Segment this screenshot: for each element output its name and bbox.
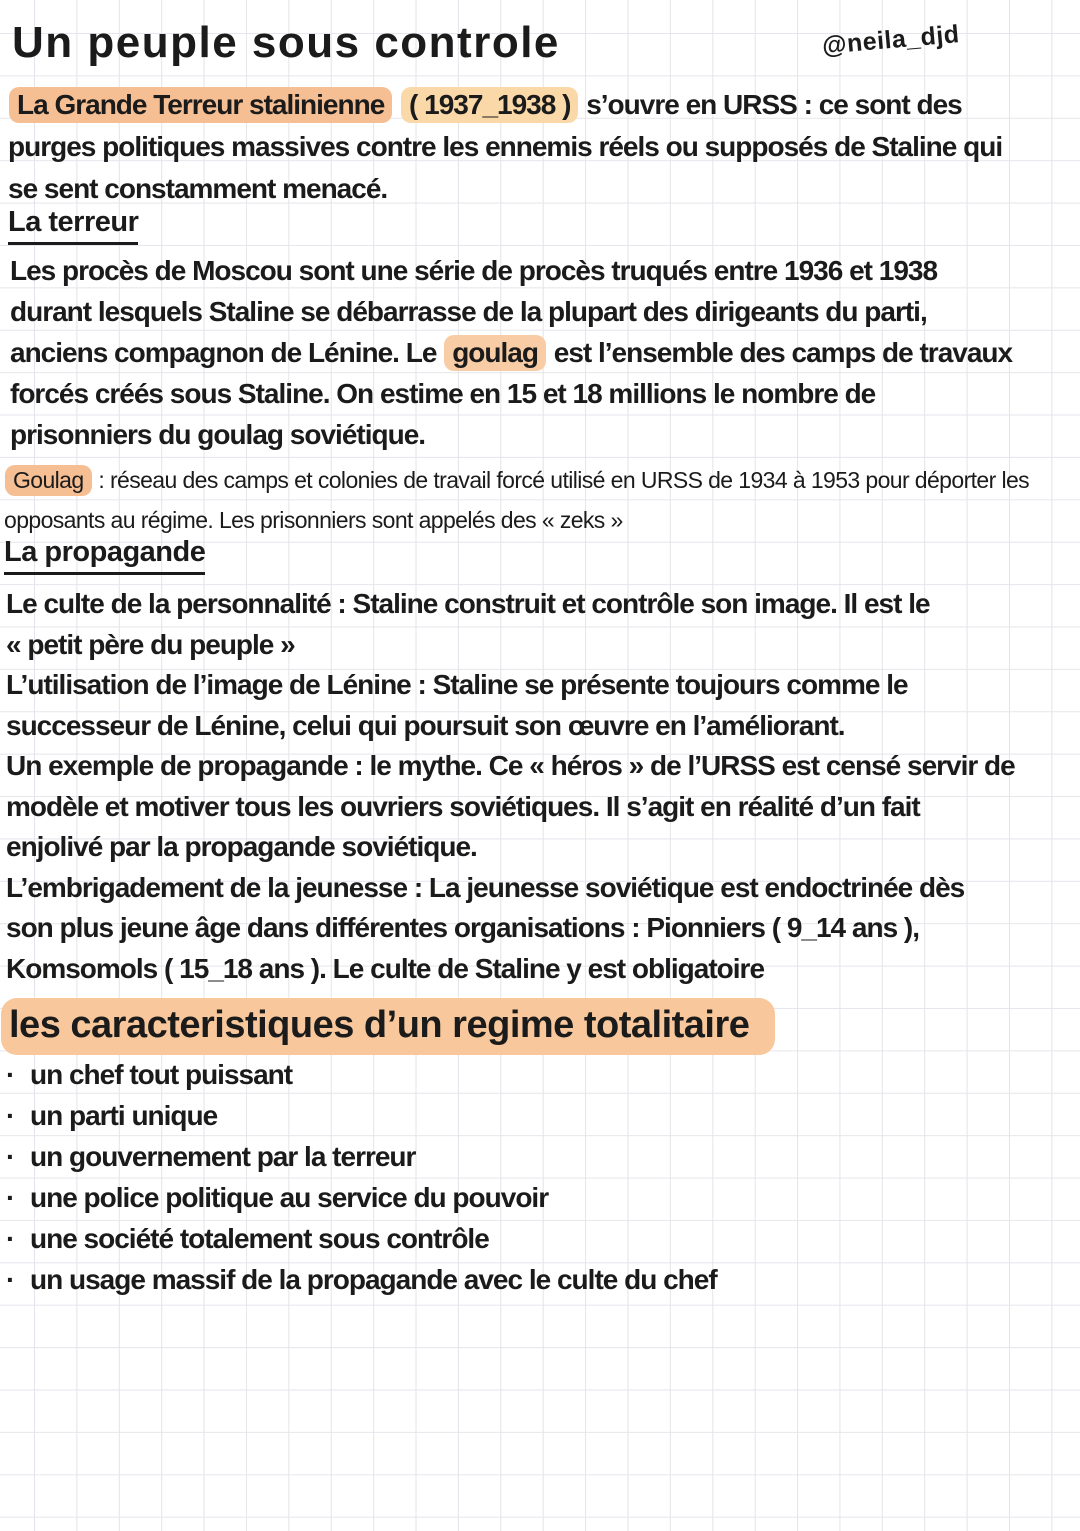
bullet-marker: · <box>6 1059 15 1090</box>
text-line: Komsomols ( 15_18 ans ). Le culte de Staline y est obligatoire <box>6 952 765 984</box>
list-item-label: une société totalement sous contrôle <box>30 1223 489 1254</box>
text-line: Les procès de Moscou sont une série de procès truqués entre 1936 et 1938 <box>10 255 938 286</box>
text-line: forcés créés sous Staline. On estime en 15 et 18 millions le nombre de <box>10 378 876 409</box>
list-item-label: une police politique au service du pouvoir <box>30 1182 549 1213</box>
text-line: successeur de Lénine, celui qui poursuit son œuvre en l’améliorant. <box>6 709 845 741</box>
text-line: opposants au régime. Les prisonniers sont appelés des « zeks » <box>4 507 623 533</box>
list-item <box>6 1054 717 1095</box>
text-segment: anciens compagnon de Lénine. Le <box>10 337 444 368</box>
list-item-label: un usage massif de la propagande avec le culte du chef <box>30 1264 717 1295</box>
text-line: prisonniers du goulag soviétique. <box>10 419 426 450</box>
highlight-dates: ( 1937_1938 ) <box>401 87 578 123</box>
text-line <box>4 460 1029 500</box>
text-line: enjolivé par la propagande soviétique. <box>6 831 477 862</box>
page-title: Un peuple sous controle <box>12 18 560 67</box>
text-line: modèle et motiver tous les ouvriers soviétiques. Il s’agit en réalité d’un fait <box>6 790 920 822</box>
intro-paragraph <box>8 84 1002 210</box>
list-item <box>6 1259 717 1300</box>
text-line: L’utilisation de l’image de Lénine : Staline se présente toujours comme le <box>6 669 908 700</box>
list-item <box>6 1095 717 1136</box>
bullet-marker: · <box>6 1182 15 1213</box>
list-item-label: un parti unique <box>30 1100 218 1131</box>
highlight-goulag: goulag <box>444 335 546 371</box>
text-line: son plus jeune âge dans différentes organisations : Pionniers ( 9_14 ans ), <box>6 912 920 943</box>
text-line: Un exemple de propagande : le mythe. Ce « héros » de l’URSS est censé servir de <box>6 750 1015 781</box>
section-heading-caracteristiques <box>0 998 776 1055</box>
list-item <box>6 1136 717 1177</box>
highlight-caracteristiques: les caracteristiques d’un regime totalitaire <box>1 998 775 1055</box>
text-segment: est l’ensemble des camps de travaux <box>546 337 1013 368</box>
highlight-grande-terreur: La Grande Terreur stalinienne <box>9 87 392 123</box>
section-heading-terreur: La terreur <box>8 206 138 245</box>
text-line: purges politiques massives contre les ennemis réels ou supposés de Staline qui <box>8 131 1003 162</box>
author-handle: @neila_djd <box>820 20 961 60</box>
list-item-label: un gouvernement par la terreur <box>30 1141 416 1172</box>
text-line: « petit père du peuple » <box>6 628 295 660</box>
bullet-marker: · <box>6 1100 15 1131</box>
section-heading-propagande: La propagande <box>4 536 205 575</box>
goulag-definition <box>4 460 1029 540</box>
text-line <box>8 84 1002 126</box>
list-item <box>6 1218 717 1259</box>
text-segment: : réseau des camps et colonies de travail forcé utilisé en URSS de 1934 à 1953 pour déporter les <box>92 467 1030 493</box>
text-line: se sent constamment menacé. <box>8 173 388 204</box>
highlight-goulag-term: Goulag <box>5 465 92 496</box>
terreur-paragraph <box>10 250 1012 455</box>
list-item-label: un chef tout puissant <box>30 1059 293 1090</box>
bullet-marker: · <box>6 1264 15 1295</box>
bullet-marker: · <box>6 1223 15 1254</box>
text-line: Le culte de la personnalité : Staline construit et contrôle son image. Il est le <box>6 588 930 619</box>
bullet-marker: · <box>6 1141 15 1172</box>
text-line <box>10 332 1012 373</box>
caracteristiques-list <box>6 1054 717 1300</box>
text-line: L’embrigadement de la jeunesse : La jeunesse soviétique est endoctrinée dès <box>6 871 965 903</box>
list-item <box>6 1177 717 1218</box>
propagande-paragraph <box>6 584 1015 989</box>
text-line: durant lesquels Staline se débarrasse de la plupart des dirigeants du parti, <box>10 296 927 327</box>
text-segment: s’ouvre en URSS : ce sont des <box>586 89 962 120</box>
